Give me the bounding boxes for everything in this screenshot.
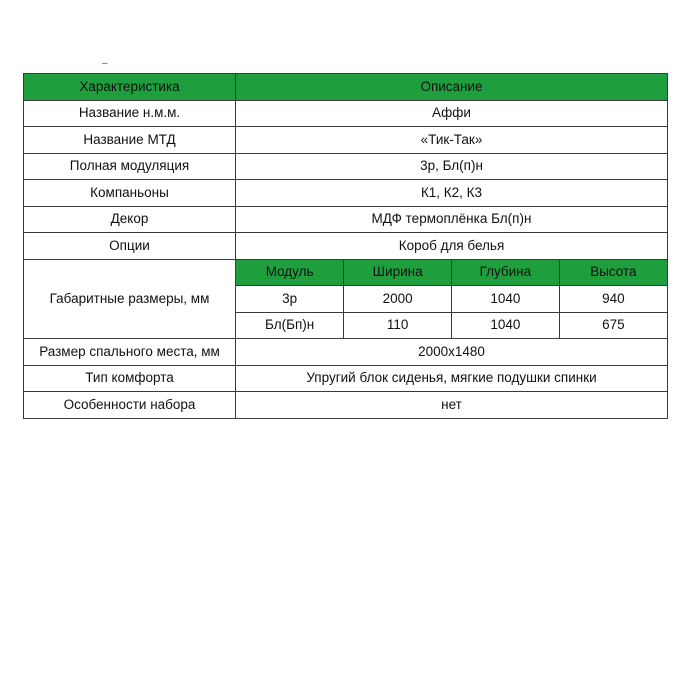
- row-value: МДФ термоплёнка Бл(п)н: [236, 206, 668, 233]
- table-row: [24, 100, 668, 127]
- dim-cell: 940: [559, 286, 667, 313]
- table-row: [24, 206, 668, 233]
- row-label: Размер спального места, мм: [24, 339, 236, 366]
- row-label: Компаньоны: [24, 180, 236, 207]
- table-row: [24, 365, 668, 392]
- table-row: [24, 127, 668, 154]
- row-label: Название н.м.м.: [24, 100, 236, 127]
- dimensions-header-row: [236, 260, 667, 286]
- row-label: Полная модуляция: [24, 153, 236, 180]
- dimensions-table: [236, 260, 667, 339]
- row-value: К1, К2, К3: [236, 180, 668, 207]
- dimensions-data-row: [236, 312, 667, 338]
- table-row: [24, 180, 668, 207]
- dim-header-depth: Глубина: [452, 260, 560, 286]
- dimensions-label: Габаритные размеры, мм: [24, 259, 236, 339]
- row-value: нет: [236, 392, 668, 419]
- dim-cell: 1040: [452, 312, 560, 338]
- row-value: Короб для белья: [236, 233, 668, 260]
- dim-header-width: Ширина: [344, 260, 452, 286]
- dim-header-height: Высота: [559, 260, 667, 286]
- table-row: [24, 153, 668, 180]
- table-row: [24, 233, 668, 260]
- dim-cell: 110: [344, 312, 452, 338]
- row-value: Упругий блок сиденья, мягкие подушки спинки: [236, 365, 668, 392]
- dim-cell: 675: [559, 312, 667, 338]
- row-value: Аффи: [236, 100, 668, 127]
- header-characteristic: Характеристика: [24, 74, 236, 101]
- dim-cell: Бл(Бп)н: [236, 312, 344, 338]
- dimensions-data-row: [236, 286, 667, 313]
- dash-mark: –: [102, 58, 108, 69]
- table-row: [24, 339, 668, 366]
- row-value: 2000х1480: [236, 339, 668, 366]
- dimensions-cell: [236, 259, 668, 339]
- dim-cell: 1040: [452, 286, 560, 313]
- dim-cell: 2000: [344, 286, 452, 313]
- row-value: «Тик-Так»: [236, 127, 668, 154]
- row-label: Опции: [24, 233, 236, 260]
- dim-header-module: Модуль: [236, 260, 344, 286]
- row-label: Тип комфорта: [24, 365, 236, 392]
- spec-table: [23, 73, 668, 419]
- dimensions-row: [24, 259, 668, 339]
- table-header-row: [24, 74, 668, 101]
- row-label: Декор: [24, 206, 236, 233]
- table-row: [24, 392, 668, 419]
- row-value: 3р, Бл(п)н: [236, 153, 668, 180]
- dim-cell: 3р: [236, 286, 344, 313]
- header-description: Описание: [236, 74, 668, 101]
- row-label: Название МТД: [24, 127, 236, 154]
- row-label: Особенности набора: [24, 392, 236, 419]
